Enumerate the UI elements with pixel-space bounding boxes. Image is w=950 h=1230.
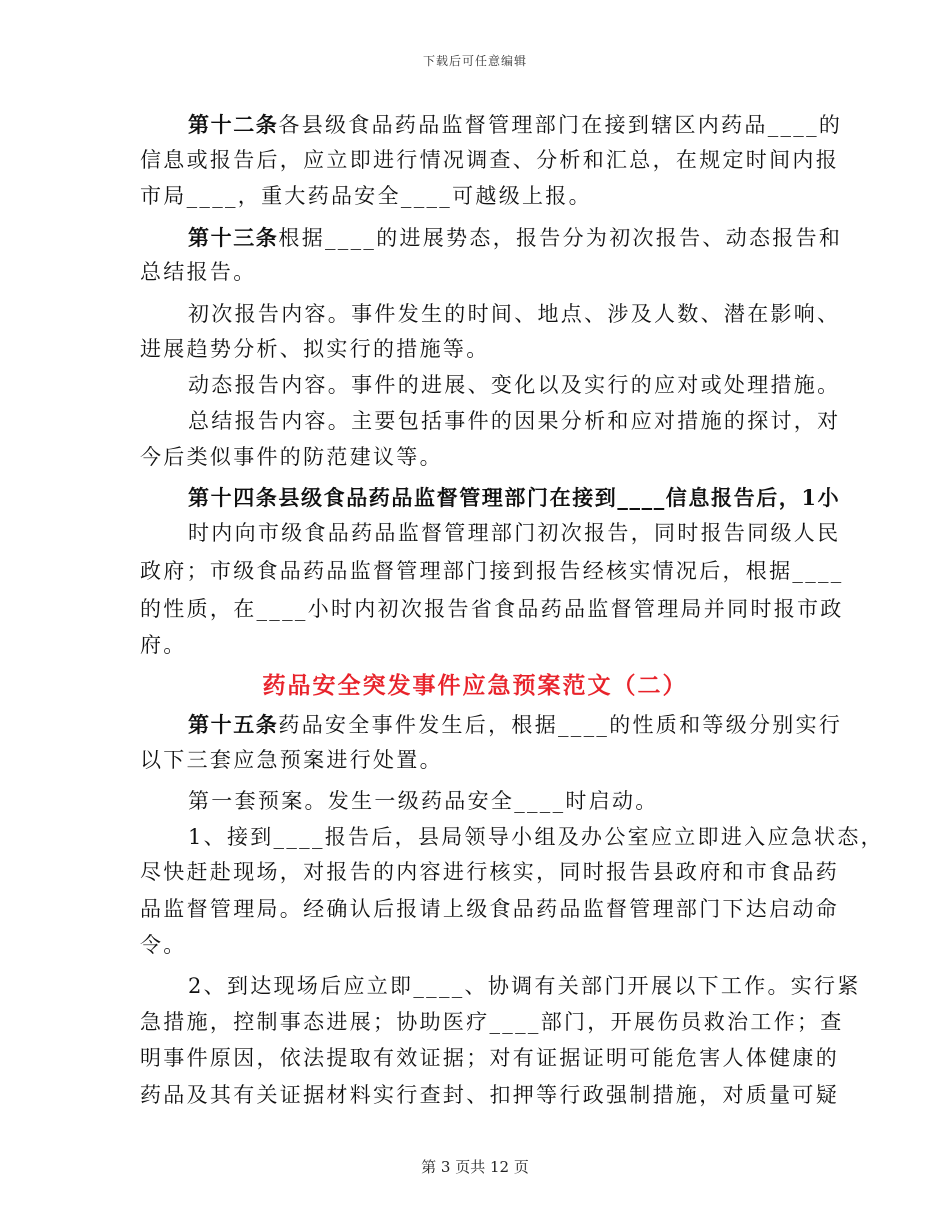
item-2-line-4: 药品及其有关证据材料实行查封、扣押等行政强制措施，对质量可疑 <box>140 1083 839 1107</box>
item-1-line-4: 令。 <box>140 933 187 957</box>
article-15-text-1: 药品安全事件发生后，根据____的性质和等级分别实行 <box>278 713 843 737</box>
item-1-line-2: 尽快赶赴现场，对报告的内容进行核实，同时报告县政府和市食品药 <box>140 860 839 884</box>
item-1-line-1: 1、接到____报告后，县局领导小组及办公室应立即进入应急状态， <box>188 825 884 849</box>
article-12-text-1: 各县级食品药品监督管理部门在接到辖区内药品____的 <box>278 113 843 137</box>
plan-one-line: 第一套预案。发生一级药品安全____时启动。 <box>188 789 659 813</box>
article-14-line-2: 时内向市级食品药品监督管理部门初次报告，同时报告同级人民 <box>188 521 841 545</box>
article-13-line-1 <box>188 222 842 254</box>
dynamic-report-line: 动态报告内容。事件的进展、变化以及实行的应对或处理措施。 <box>188 373 841 397</box>
article-15-line-2: 以下三套应急预案进行处置。 <box>140 748 443 772</box>
article-12-label: 第十二条 <box>188 112 279 137</box>
page-header: 下载后可任意编辑 <box>422 54 527 68</box>
item-2-line-1: 2、到达现场后应立即____、协调有关部门开展以下工作。实行紧 <box>188 974 861 998</box>
page-footer: 第 3 页共 12 页 <box>421 1158 529 1176</box>
article-13-label: 第十三条 <box>188 225 279 250</box>
initial-report-line-1: 初次报告内容。事件发生的时间、地点、涉及人数、潜在影响、 <box>188 302 841 326</box>
article-14-line-1: 第十四条县级食品药品监督管理部门在接到____信息报告后，1小 <box>188 485 841 510</box>
article-14-line-5: 府。 <box>140 633 187 657</box>
item-2-line-3: 明事件原因，依法提取有效证据；对有证据证明可能危害人体健康的 <box>140 1046 839 1070</box>
article-13-line-2: 总结报告。 <box>140 260 257 284</box>
article-15-label: 第十五条 <box>188 712 279 737</box>
initial-report-line-2: 进展趋势分析、拟实行的措施等。 <box>140 337 490 361</box>
section-title: 药品安全突发事件应急预案范文（二） <box>262 672 688 699</box>
summary-report-line-2: 今后类似事件的防范建议等。 <box>140 445 443 469</box>
article-12-line-1 <box>188 109 842 141</box>
article-13-text-1: 根据____的进展势态，报告分为初次报告、动态报告和 <box>278 226 843 250</box>
item-1-line-3: 品监督管理局。经确认后报请上级食品药品监督管理部门下达启动命 <box>140 897 839 921</box>
summary-report-line-1: 总结报告内容。主要包括事件的因果分析和应对措施的探讨，对 <box>188 409 841 433</box>
article-12-line-3: 市局____，重大药品安全____可越级上报。 <box>140 184 592 208</box>
article-15-line-1 <box>188 709 842 741</box>
article-12-line-2: 信息或报告后，应立即进行情况调查、分析和汇总，在规定时间内报 <box>140 148 839 172</box>
article-14-line-4: 的性质，在____小时内初次报告省食品药品监督管理局并同时报市政 <box>140 597 844 621</box>
article-14-line-3: 政府；市级食品药品监督管理部门接到报告经核实情况后，根据____ <box>140 559 844 583</box>
item-2-line-2: 急措施，控制事态进展；协助医疗____部门，开展伤员救治工作；查 <box>140 1010 844 1034</box>
